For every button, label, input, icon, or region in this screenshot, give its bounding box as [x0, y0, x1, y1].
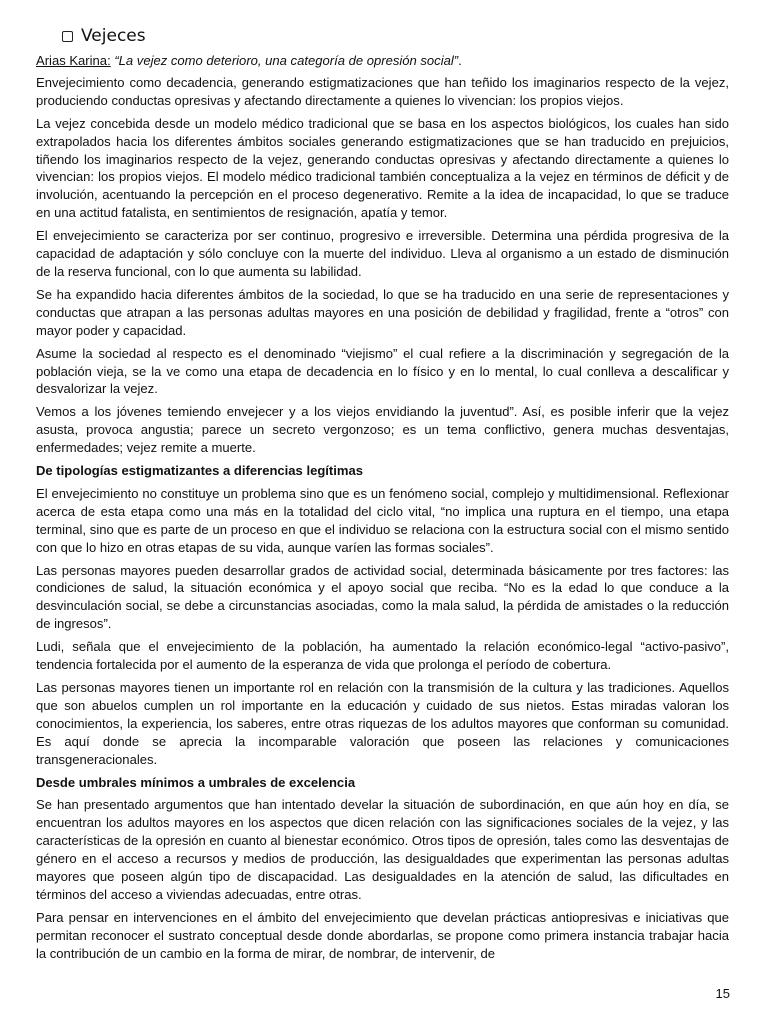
- paragraph: Envejecimiento como decadencia, generando estigmatizaciones que han teñido los imaginarios respecto de la vejez, produciendo conductas opresivas y afectando directamente a quienes lo vivencian: los propios viejos.: [36, 74, 729, 108]
- paragraph: Se han presentado argumentos que han intentado develar la situación de subordinación, en que aún hoy en día, se encuentran los adultos mayores en los aspectos que dicen relación con las significaciones sociales de la vejez, y las características de la opresión en cuanto al bienestar económico. Otros tipos de opresión, tales como las desventajas de género en el acceso a recursos y medios de producción, las desigualdades que experimentan las personas adultas mayores que poseen algún tipo de discapacidad. Las desigualdades en la atención de salud, las dificultades en términos del acceso a viviendas adecuadas, entre otras.: [36, 797, 729, 902]
- citation-end: .: [458, 53, 462, 68]
- paragraph: El envejecimiento no constituye un problema sino que es un fenómeno social, complejo y multidimensional. Reflexionar acerca de esta etapa como una más en la totalidad del ciclo vital, “no implica una ruptura en el tiempo, una etapa terminal, sino que es parte de un proceso en que el individuo se relaciona con la estructura social con el mismo sentido con que lo hizo en otras etapas de su vida, aunque varíen las formas sociales”.: [36, 485, 729, 555]
- checkbox-icon: [62, 31, 73, 42]
- document-page: [36, 24, 729, 968]
- section-title: Vejeces: [81, 26, 146, 46]
- paragraph: Asume la sociedad al respecto es el denominado “viejismo” el cual refiere a la discriminación y segregación de la población vieja, se la ve como una etapa de decadencia en lo físico y en lo mental, lo cual conlleva a descalificar y desvalorizar la vejez.: [36, 345, 729, 397]
- citation-author: Arias Karina:: [36, 53, 111, 68]
- citation-title: “La vejez como deterioro, una categoría de opresión social”: [114, 53, 459, 68]
- page-number: 15: [715, 986, 730, 1001]
- citation: [36, 52, 729, 70]
- paragraph: Vemos a los jóvenes temiendo envejecer y a los viejos envidiando la juventud”. Así, es posible inferir que la vejez asusta, provoca angustia; parece un secreto vergonzoso; es un tema conflictivo, genera muchas desventajas, enfermedades; vejez remite a muerte.: [36, 404, 729, 456]
- paragraph: Ludi, señala que el envejecimiento de la población, ha aumentado la relación económico-legal “activo-pasivo”, tendencia fortalecida por el aumento de la esperanza de vida que prolonga el período de cobertura.: [36, 639, 729, 673]
- paragraph: Las personas mayores pueden desarrollar grados de actividad social, determinada básicamente por tres factores: las condiciones de salud, la situación económica y el apoyo social que reciba. “No es la edad lo que conduce a la desvinculación social, se debe a circunstancias asociadas, como la mala salud, la pérdida de amistades o la reducción de ingresos”.: [36, 562, 729, 632]
- paragraph: El envejecimiento se caracteriza por ser continuo, progresivo e irreversible. Determina una pérdida progresiva de la capacidad de adaptación y sólo concluye con la muerte del individuo. Lleva al organismo a un estado de disminución de la reserva funcional, con lo que aumenta su labilidad.: [36, 228, 729, 279]
- paragraph: Las personas mayores tienen un importante rol en relación con la transmisión de la cultura y las tradiciones. Aquellos que son abuelos cumplen un rol importante en la educación y cuidado de sus nietos. Estas miradas valoran los conocimientos, la experiencia, los saberes, entre otras riquezas de los adultos mayores que conforman su comunidad. Es aquí donde se aprecia la incomparable valoración que poseen las relaciones y comunicaciones transgeneracionales.: [36, 680, 729, 767]
- paragraph: Para pensar en intervenciones en el ámbito del envejecimiento que develan prácticas antiopresivas e iniciativas que permitan reconocer el sustrato conceptual desde donde abordarlas, se propone como primera instancia trabajar hacia la contribución de un cambio en la forma de mirar, de nombrar, de intervenir, de: [36, 909, 729, 961]
- paragraph: La vejez concebida desde un modelo médico tradicional que se basa en los aspectos biológicos, los cuales han sido extrapolados hacia los diferentes ámbitos sociales generando estigmatizaciones que se han traducido en prejuicios, tiñendo los imaginarios respecto de la vejez, generando conductas opresivas y afectando directamente a quienes lo vivencian: los propios viejos. El modelo médico tradicional también conceptualiza a la vejez en términos de déficit y de involución, acentuando la percepción en el proceso degenerativo. Remite a la idea de incapacidad, lo que se traduce en una actitud fatalista, en sentimientos de resignación, apatía y temor.: [36, 115, 729, 221]
- section-heading: [62, 24, 729, 48]
- subheading: De tipologías estigmatizantes a diferencias legítimas: [36, 463, 364, 479]
- subheading: Desde umbrales mínimos a umbrales de excelencia: [36, 774, 356, 790]
- paragraph: Se ha expandido hacia diferentes ámbitos de la sociedad, lo que se ha traducido en una serie de representaciones y conductas que atrapan a las personas adultas mayores en una posición de debilidad y fragilidad, frente a “otros” con mayor poder y capacidad.: [36, 286, 729, 338]
